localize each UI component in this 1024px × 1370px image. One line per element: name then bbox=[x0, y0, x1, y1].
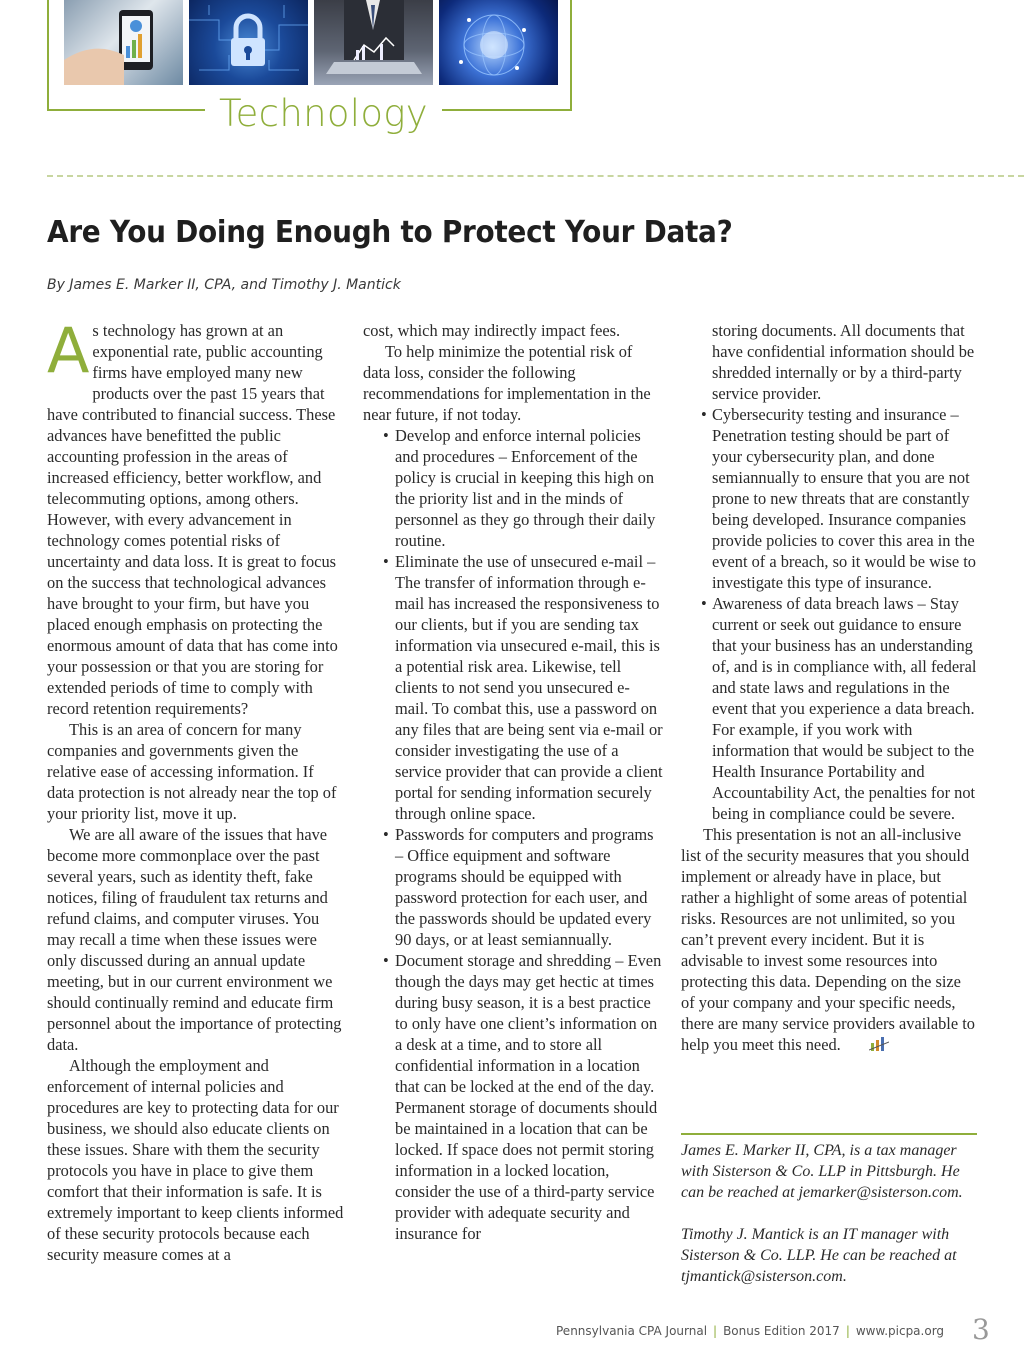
bio-divider bbox=[681, 1133, 977, 1135]
recommendation-text: Document storage and shredding – Even though the days may get hectic at times during busy season, it is a best practice to only have one client’s information on a desk at a time, and to store all confidential information in a location that can be locked at the end of the day. Permanent storage of documents should be maintained in a location that can be locked. If space does not permit storing information in a locked location, consider the use of a third-party service provider with adequate security and insurance for bbox=[395, 951, 662, 1243]
paragraph-intro bbox=[47, 314, 345, 719]
tablet-chart-image bbox=[64, 0, 183, 85]
circuit-lock-image bbox=[189, 0, 308, 85]
bullet-icon: • bbox=[701, 405, 707, 424]
recommendation-item bbox=[363, 551, 663, 824]
article-column-1 bbox=[47, 314, 345, 1265]
recommendation-text: Awareness of data breach laws – Stay current or seek out guidance to ensure that your business has an understanding of, and is in compliance with, all federal and state laws and regulations in the event that you experience a data breach. For example, if you work with information that would be subject to the Health Insurance Portability and Accountability Act, the penalties for not being in compliance could be severe. bbox=[712, 594, 977, 823]
drop-cap: A bbox=[47, 314, 90, 387]
paragraph: cost, which may indirectly impact fees. bbox=[363, 321, 621, 340]
header-image-strip bbox=[64, 0, 560, 85]
closing-text: This presentation is not an all-inclusive list of the security measures that you should implement or already have in place, but rather a highlight of some areas of potential risks. Resources are not unlimited, so you can’t prevent every incident. But it is advisable to invest some resources into protecting this data. Depending on the size of your company and your specific needs, there are many service providers available to help you meet this need. bbox=[681, 825, 975, 1054]
page-number: 3 bbox=[972, 1313, 990, 1346]
recommendation-item bbox=[681, 404, 977, 593]
article-byline: By James E. Marker II, CPA, and Timothy J. Mantick bbox=[47, 277, 401, 293]
digital-globe-image bbox=[439, 0, 558, 85]
author-bio: James E. Marker II, CPA, is a tax manager with Sisterson & Co. LLP in Pittsburgh. He can be reached at jemarker@sisterson.com. bbox=[681, 1142, 963, 1201]
article-column-2 bbox=[363, 320, 663, 1244]
businessman-tablet-image bbox=[314, 0, 433, 85]
paragraph: To help minimize the potential risk of data loss, consider the following recommendations for implementation in the near future, if not today. bbox=[363, 342, 651, 424]
section-label: Technology bbox=[205, 92, 442, 135]
paragraph: We are all aware of the issues that have become more commonplace over the past several years, such as identity theft, fake notices, filing of fraudulent tax returns and refund claims, and computer viruses. You may recall a time when these issues were only discussed during an annual update meeting, but in our current environment we should continually remind and educate firm personnel about the importance of protecting data. bbox=[47, 825, 342, 1054]
recommendation-text: Develop and enforce internal policies and procedures – Enforcement of the policy is crucial in keeping this high on the priority list and in the minds of personnel as they go through their daily routine. bbox=[395, 426, 656, 550]
article-column-3 bbox=[681, 320, 977, 1055]
recommendation-continued: storing documents. All documents that have confidential information should be shredded internally or by a third-party service provider. bbox=[712, 321, 975, 403]
author-bios bbox=[681, 1140, 981, 1308]
article-title: Are You Doing Enough to Protect Your Data? bbox=[47, 215, 733, 250]
recommendation-text: Eliminate the use of unsecured e-mail – The transfer of information through e-mail has increased the responsiveness to our clients, but if you are sending tax information via unsecured e-mail, this is a potential risk area. Likewise, tell clients to not send you unsecured e-mail. To combat this, use a password on any files that are being sent via e-mail or consider investigating the use of a service provider that can provide a client portal for sending information securely through online space. bbox=[395, 552, 663, 823]
dashed-divider bbox=[47, 175, 1024, 177]
publication-name: Pennsylvania CPA Journal bbox=[556, 1324, 708, 1338]
bullet-icon: • bbox=[701, 594, 707, 613]
bullet-icon: • bbox=[383, 825, 389, 844]
end-mark-icon bbox=[847, 1035, 867, 1049]
closing-paragraph bbox=[681, 824, 977, 1055]
recommendation-item bbox=[363, 425, 663, 551]
footer-separator: | bbox=[845, 1324, 850, 1338]
footer-separator: | bbox=[713, 1324, 718, 1338]
recommendation-text: Cybersecurity testing and insurance – Penetration testing should be part of your cybersecurity plan, and done semiannually to ensure that you are not prone to new threats that are constantly being developed. Insurance companies provide policies to cover this area in the event of a breach, so it would be wise to investigate this type of insurance. bbox=[712, 405, 976, 592]
recommendation-item bbox=[681, 593, 977, 824]
paragraph: Although the employment and enforcement of internal policies and procedures are key to protecting data for our business, we should also educate clients on these issues. Share with them the security protocols you have in place to give them comfort that their information is safe. It is extremely important to keep clients informed of these security protocols because each security measure comes at a bbox=[47, 1056, 344, 1264]
recommendation-item bbox=[363, 950, 663, 1244]
website-link[interactable]: www.picpa.org bbox=[855, 1324, 945, 1338]
recommendation-item bbox=[363, 824, 663, 950]
recommendation-text: Passwords for computers and programs – Office equipment and software programs should be equipped with password protection for each user, and the passwords should be updated every 90 days, or at least semiannually. bbox=[395, 825, 654, 949]
edition-label: Bonus Edition 2017 bbox=[723, 1324, 840, 1338]
bullet-icon: • bbox=[383, 426, 389, 445]
bullet-icon: • bbox=[383, 552, 389, 571]
paragraph: This is an area of concern for many companies and governments given the relative ease of accessing information. If data protection is not already near the top of your priority list, move it up. bbox=[47, 720, 337, 823]
paragraph-text: s technology has grown at an exponential rate, public accounting firms have employed many new products over the past 15 years that have contributed to financial success. These advances have benefitted the public accounting profession in the areas of increased efficiency, better workflow, and telecommuting options, among others. However, with every advancement in technology comes potential risks of uncertainty and data loss. It is great to focus on the success that technological advances have brought to your firm, but have you placed enough emphasis on protecting the enormous amount of data that has come into your possession or that you are storing for extended periods of time to comply with record retention requirements? bbox=[47, 321, 338, 718]
page-footer bbox=[556, 1324, 944, 1338]
author-bio: Timothy J. Mantick is an IT manager with Sisterson & Co. LLP. He can be reached at tjmantick@sisterson.com. bbox=[681, 1226, 957, 1285]
bullet-icon: • bbox=[383, 951, 389, 970]
